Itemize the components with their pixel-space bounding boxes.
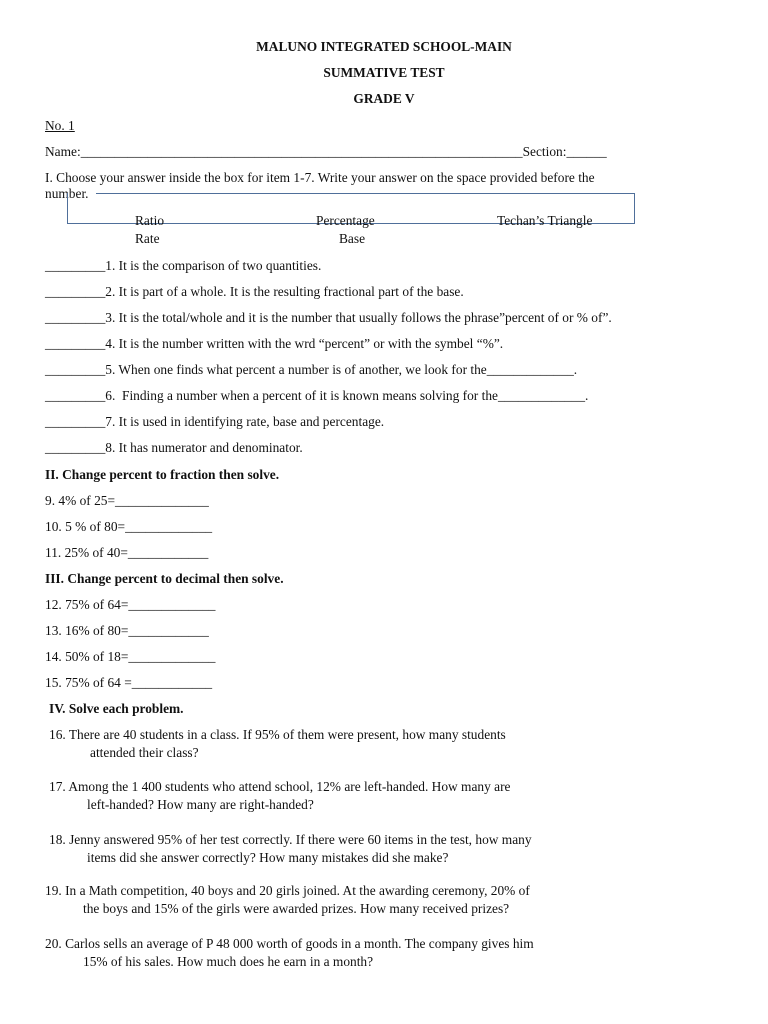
item-15: 15. 75% of 64 =____________ bbox=[45, 675, 213, 690]
problem-20-line2: 15% of his sales. How much does he earn in a month? bbox=[83, 954, 374, 969]
grade-level: GRADE V bbox=[353, 91, 415, 106]
item-7: _________7. It is used in identifying rate, base and percentage. bbox=[45, 414, 385, 429]
item-3: _________3. It is the total/whole and it is the number that usually follows the phrase”percent of or % of”. bbox=[45, 310, 612, 325]
item-13: 13. 16% of 80=____________ bbox=[45, 623, 209, 638]
item-4: _________4. It is the number written with the wrd “percent” or with the symbel “%”. bbox=[45, 336, 504, 351]
problem-16-line1: 16. There are 40 students in a class. If 95% of them were present, how many students bbox=[49, 727, 506, 742]
problem-17-line2: left-handed? How many are right-handed? bbox=[87, 797, 314, 812]
item-1: _________1. It is the comparison of two quantities. bbox=[45, 258, 322, 273]
part3-heading: III. Change percent to decimal then solve. bbox=[45, 571, 284, 586]
problem-18-line1: 18. Jenny answered 95% of her test correctly. If there were 60 items in the test, how many bbox=[49, 832, 532, 847]
test-title: SUMMATIVE TEST bbox=[323, 65, 445, 80]
item-9: 9. 4% of 25=______________ bbox=[45, 493, 209, 508]
choice-ratio: Ratio bbox=[135, 213, 165, 228]
problem-18-line2: items did she answer correctly? How many mistakes did she make? bbox=[87, 850, 449, 865]
choice-techans-triangle: Techan’s Triangle bbox=[497, 213, 593, 228]
item-14: 14. 50% of 18=_____________ bbox=[45, 649, 216, 664]
item-5: _________5. When one finds what percent a number is of another, we look for the_____________. bbox=[45, 362, 578, 377]
problem-19-line2: the boys and 15% of the girls were awarded prizes. How many received prizes? bbox=[83, 901, 510, 916]
item-10: 10. 5 % of 80=_____________ bbox=[45, 519, 213, 534]
problem-20-line1: 20. Carlos sells an average of P 48 000 worth of goods in a month. The company gives him bbox=[45, 936, 534, 951]
part4-heading: IV. Solve each problem. bbox=[49, 701, 184, 716]
item-11: 11. 25% of 40=____________ bbox=[45, 545, 209, 560]
choice-base: Base bbox=[339, 231, 366, 246]
problem-17-line1: 17. Among the 1 400 students who attend school, 12% are left-handed. How many are bbox=[49, 779, 511, 794]
choices-box-top bbox=[96, 193, 634, 194]
item-8: _________8. It has numerator and denominator. bbox=[45, 440, 303, 455]
problem-19-line1: 19. In a Math competition, 40 boys and 20 girls joined. At the awarding ceremony, 20% of bbox=[45, 883, 530, 898]
school-name: MALUNO INTEGRATED SCHOOL-MAIN bbox=[256, 39, 512, 54]
item-2: _________2. It is part of a whole. It is the resulting fractional part of the base. bbox=[45, 284, 464, 299]
item-12: 12. 75% of 64=_____________ bbox=[45, 597, 216, 612]
problem-16-line2: attended their class? bbox=[90, 745, 199, 760]
item-6: _________6. Finding a number when a percent of it is known means solving for the_____________. bbox=[45, 388, 589, 403]
part1-instruction-line1: I. Choose your answer inside the box for item 1-7. Write your answer on the space provided before the bbox=[45, 170, 595, 185]
choice-percentage: Percentage bbox=[316, 213, 375, 228]
choice-rate: Rate bbox=[135, 231, 160, 246]
part1-instruction-line2: number. bbox=[45, 186, 89, 201]
name-section-line: Name:__________________________________________________________________Section:______ bbox=[45, 144, 607, 159]
part2-heading: II. Change percent to fraction then solve. bbox=[45, 467, 280, 482]
test-number: No. 1 bbox=[45, 118, 75, 133]
